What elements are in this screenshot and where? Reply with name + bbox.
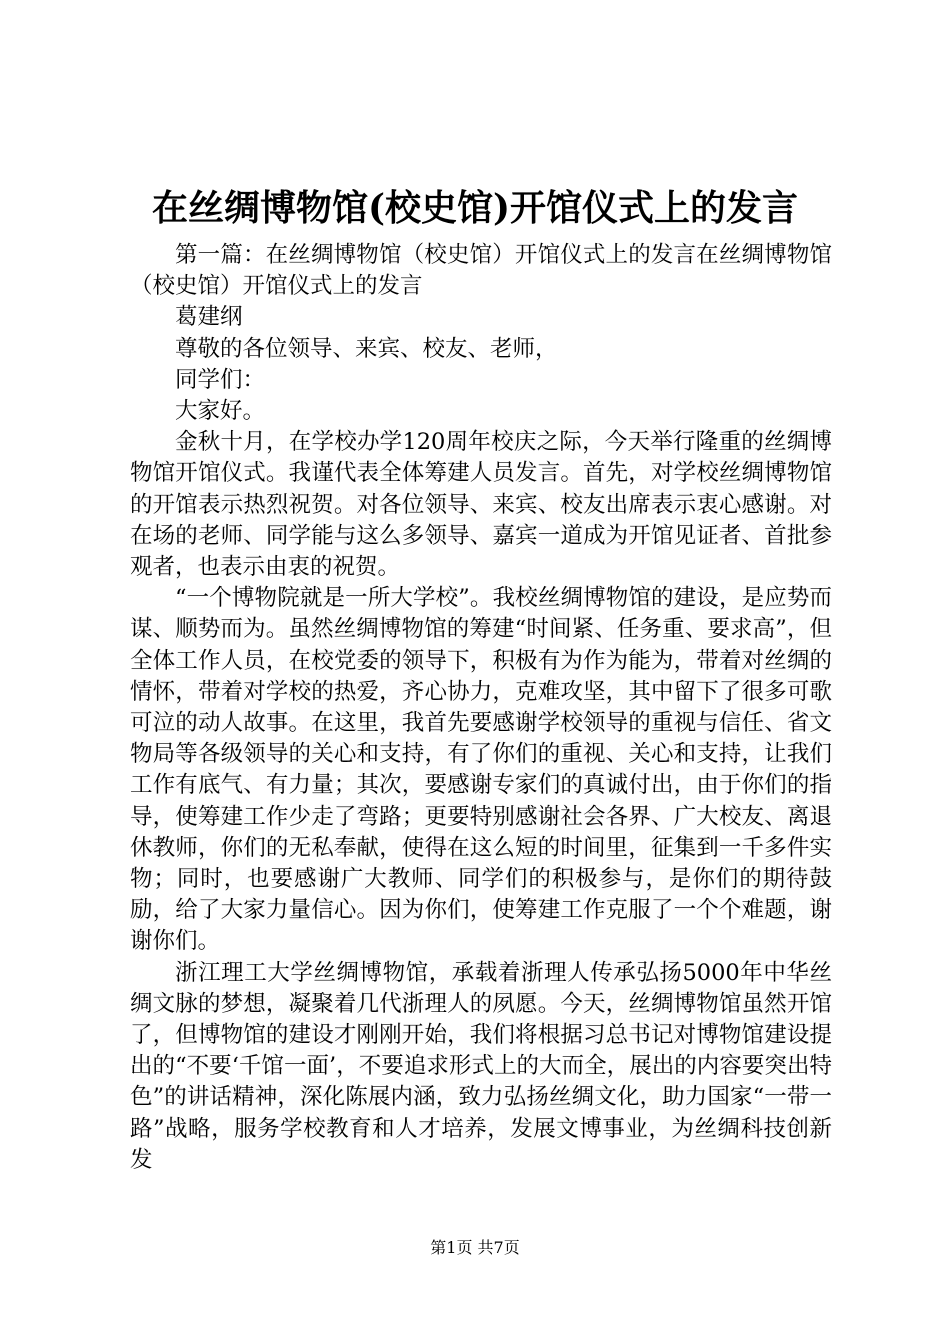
paragraph-body: “一个博物院就是一所大学校”。我校丝绸博物馆的建设，是应势而谋、顺势而为。虽然丝绸博物馆的筹建“时间紧、任务重、要求高”，但全体工作人员，在校党委的领导下，积极有为作为能为，带着对丝绸的情怀，带着对学校的热爱，齐心协力，克难攻坚，其中留下了很多可歌可泣的动人故事。在这里，我首先要感谢学校领导的重视与信任、省文物局等各级领导的关心和支持，有了你们的重视、关心和支持，让我们工作有底气、有力量；其次，要感谢专家们的真诚付出，由于你们的指导，使筹建工作少走了弯路；更要特别感谢社会各界、广大校友、离退休教师，你们的无私奉献，使得在这么短的时间里，征集到一千多件实物；同时，也要感谢广大教师、同学们的积极参与，是你们的期待鼓励，给了大家力量信心。因为你们，使筹建工作克服了一个个难题，谢谢你们。	[130, 585, 832, 955]
document-body	[130, 240, 832, 1176]
document-title: 在丝绸博物馆(校史馆)开馆仪式上的发言	[151, 187, 799, 229]
paragraph-heading: 第一篇：在丝绸博物馆（校史馆）开馆仪式上的发言在丝绸博物馆（校史馆）开馆仪式上的发言	[130, 242, 832, 300]
paragraph-salutation-students: 同学们：	[175, 366, 266, 393]
paragraph-greeting: 大家好。	[175, 398, 266, 425]
page-number: 第1页 共7页	[430, 1238, 520, 1257]
paragraph-salutation: 尊敬的各位领导、来宾、校友、老师，	[175, 335, 558, 362]
paragraph-author: 葛建纲	[175, 304, 243, 331]
paragraph-body: 浙江理工大学丝绸博物馆，承载着浙理人传承弘扬5000年中华丝绸文脉的梦想，凝聚着几代浙理人的夙愿。今天，丝绸博物馆虽然开馆了，但博物馆的建设才刚刚开始，我们将根据习总书记对博物馆建设提出的“不要‘千馆一面’，不要追求形式上的大而全，展出的内容要突出特色”的讲话精神，深化陈展内涵，致力弘扬丝绸文化，助力国家“一带一路”战略，服务学校教育和人才培养，发展文博事业，为丝绸科技创新发	[130, 959, 832, 1173]
paragraph-body: 金秋十月，在学校办学120周年校庆之际，今天举行隆重的丝绸博物馆开馆仪式。我谨代表全体筹建人员发言。首先，对学校丝绸博物馆的开馆表示热烈祝贺。对各位领导、来宾、校友出席表示衷心感谢。对在场的老师、同学能与这么多领导、嘉宾一道成为开馆见证者、首批参观者，也表示由衷的祝贺。	[130, 429, 832, 581]
